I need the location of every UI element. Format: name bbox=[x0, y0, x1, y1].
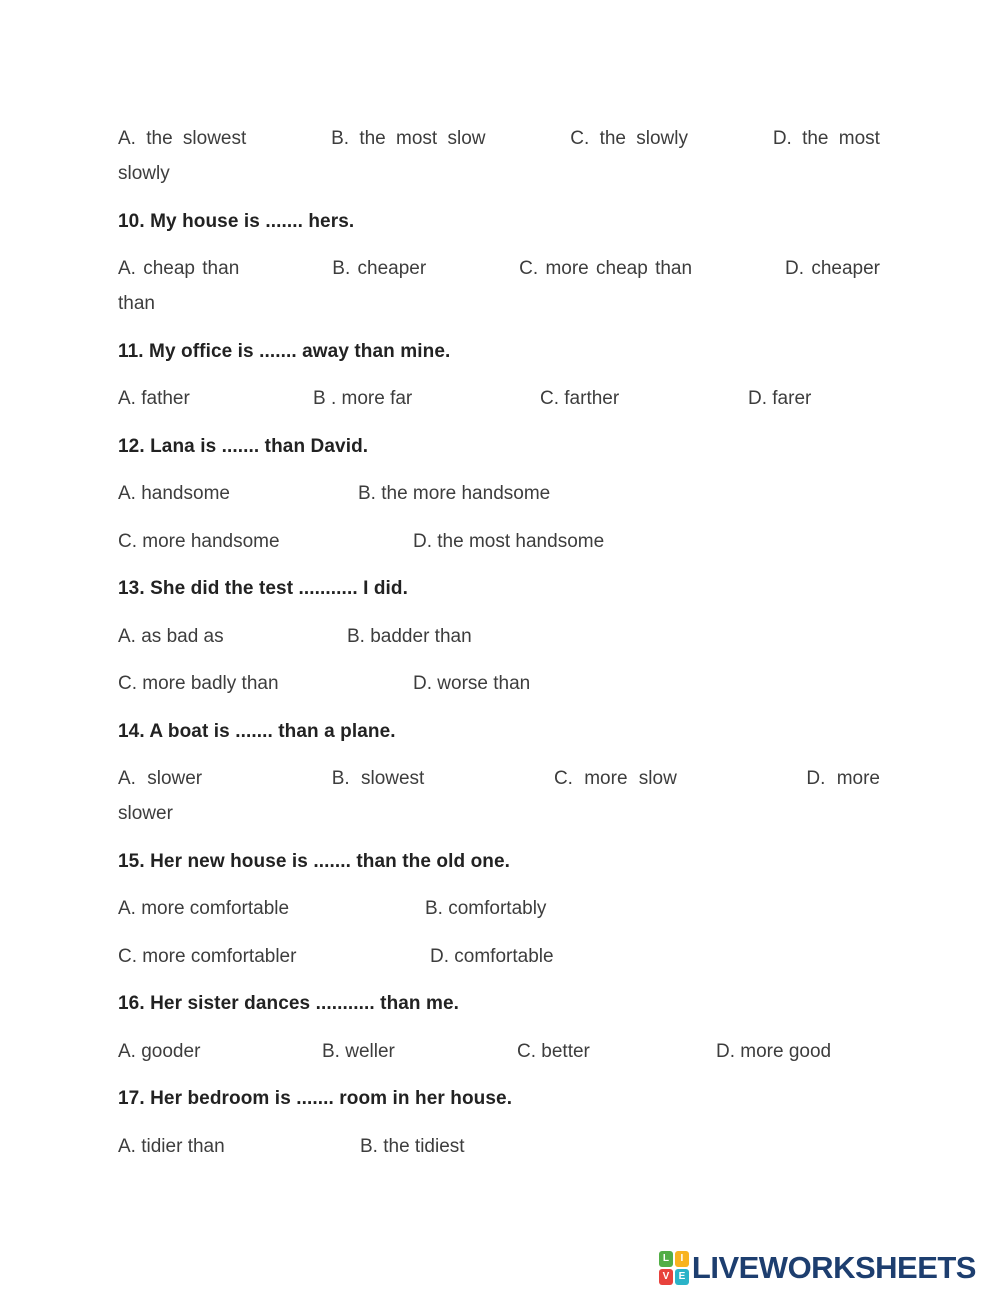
question-16-options bbox=[118, 1034, 880, 1069]
option-12-b[interactable]: B. the more handsome bbox=[358, 483, 551, 504]
option-16-b[interactable]: B. weller bbox=[322, 1040, 395, 1062]
option-10-b[interactable]: B. cheaper bbox=[332, 258, 427, 279]
question-13-text: 13. She did the test ........... I did. bbox=[118, 578, 409, 599]
option-10-a[interactable]: A. cheap than bbox=[118, 258, 240, 279]
option-11-a[interactable]: A. father bbox=[118, 388, 190, 409]
option-13-a[interactable]: A. as bad as bbox=[118, 625, 224, 647]
logo-tile-e: E bbox=[675, 1269, 689, 1285]
option-13-d[interactable]: D. worse than bbox=[413, 673, 531, 694]
option-16-a[interactable]: A. gooder bbox=[118, 1040, 201, 1062]
question-14-options bbox=[118, 761, 880, 831]
question-15-options-row1 bbox=[118, 891, 880, 926]
option-9-a[interactable]: A. the slowest bbox=[118, 128, 247, 149]
liveworksheets-logo[interactable] bbox=[659, 1249, 976, 1287]
question-12-text: 12. Lana is ....... than David. bbox=[118, 435, 369, 457]
question-12-options-row2 bbox=[118, 524, 880, 559]
option-10-d-wrap[interactable]: than bbox=[118, 293, 155, 314]
option-14-d[interactable]: D. more bbox=[806, 768, 880, 789]
option-17-b[interactable]: B. the tidiest bbox=[360, 1135, 465, 1157]
option-16-d[interactable]: D. more good bbox=[716, 1040, 832, 1062]
worksheet-content bbox=[118, 121, 880, 1176]
question-10-text: 10. My house is ....... hers. bbox=[118, 210, 355, 232]
logo-tile-i: I bbox=[675, 1251, 689, 1267]
logo-tile-l: L bbox=[659, 1251, 673, 1267]
logo-wordmark: LIVEWORKSHEETS bbox=[691, 1250, 976, 1285]
question-14-text: 14. A boat is ....... than a plane. bbox=[118, 720, 396, 742]
question-15-options-row2 bbox=[118, 939, 880, 974]
option-14-c[interactable]: C. more slow bbox=[553, 768, 677, 789]
option-13-b[interactable]: B. badder than bbox=[347, 625, 472, 647]
question-17-text: 17. Her bedroom is ....... room in her house. bbox=[118, 1088, 513, 1109]
option-15-b[interactable]: B. comfortably bbox=[425, 898, 547, 919]
option-11-d[interactable]: D. farer bbox=[748, 388, 812, 409]
option-15-d[interactable]: D. comfortable bbox=[430, 945, 554, 967]
question-11-text: 11. My office is ....... away than mine. bbox=[118, 340, 451, 362]
option-12-c[interactable]: C. more handsome bbox=[118, 530, 280, 552]
option-12-d[interactable]: D. the most handsome bbox=[413, 530, 605, 552]
question-16-text: 16. Her sister dances ........... than me. bbox=[118, 993, 460, 1014]
question-13-options-row1 bbox=[118, 619, 880, 654]
option-9-d-wrap[interactable]: slowly bbox=[118, 163, 170, 184]
option-10-d[interactable]: D. cheaper bbox=[785, 258, 880, 279]
option-11-c[interactable]: C. farther bbox=[540, 388, 620, 409]
option-9-c[interactable]: C. the slowly bbox=[570, 128, 688, 149]
question-10-options bbox=[118, 251, 880, 321]
option-15-a[interactable]: A. more comfortable bbox=[118, 898, 290, 919]
question-9-options bbox=[118, 121, 880, 191]
question-15-text: 15. Her new house is ....... than the old one. bbox=[118, 850, 511, 872]
question-13-options-row2 bbox=[118, 666, 880, 701]
option-11-b[interactable]: B . more far bbox=[313, 388, 413, 409]
option-16-c[interactable]: C. better bbox=[517, 1040, 590, 1062]
question-11-options bbox=[118, 381, 880, 416]
option-9-d[interactable]: D. the most bbox=[772, 128, 880, 149]
option-14-a[interactable]: A. slower bbox=[118, 768, 203, 789]
liveworksheets-tiles-icon bbox=[659, 1251, 689, 1285]
option-14-b[interactable]: B. slowest bbox=[331, 768, 425, 789]
question-17-options bbox=[118, 1129, 880, 1164]
question-12-options-row1 bbox=[118, 476, 880, 511]
option-10-c[interactable]: C. more cheap than bbox=[519, 258, 693, 279]
logo-tile-v: V bbox=[659, 1269, 673, 1285]
option-14-d-wrap[interactable]: slower bbox=[118, 803, 173, 824]
option-15-c[interactable]: C. more comfortabler bbox=[118, 945, 297, 967]
option-17-a[interactable]: A. tidier than bbox=[118, 1135, 225, 1157]
option-9-b[interactable]: B. the most slow bbox=[331, 128, 486, 149]
option-13-c[interactable]: C. more badly than bbox=[118, 673, 279, 694]
option-12-a[interactable]: A. handsome bbox=[118, 483, 230, 504]
